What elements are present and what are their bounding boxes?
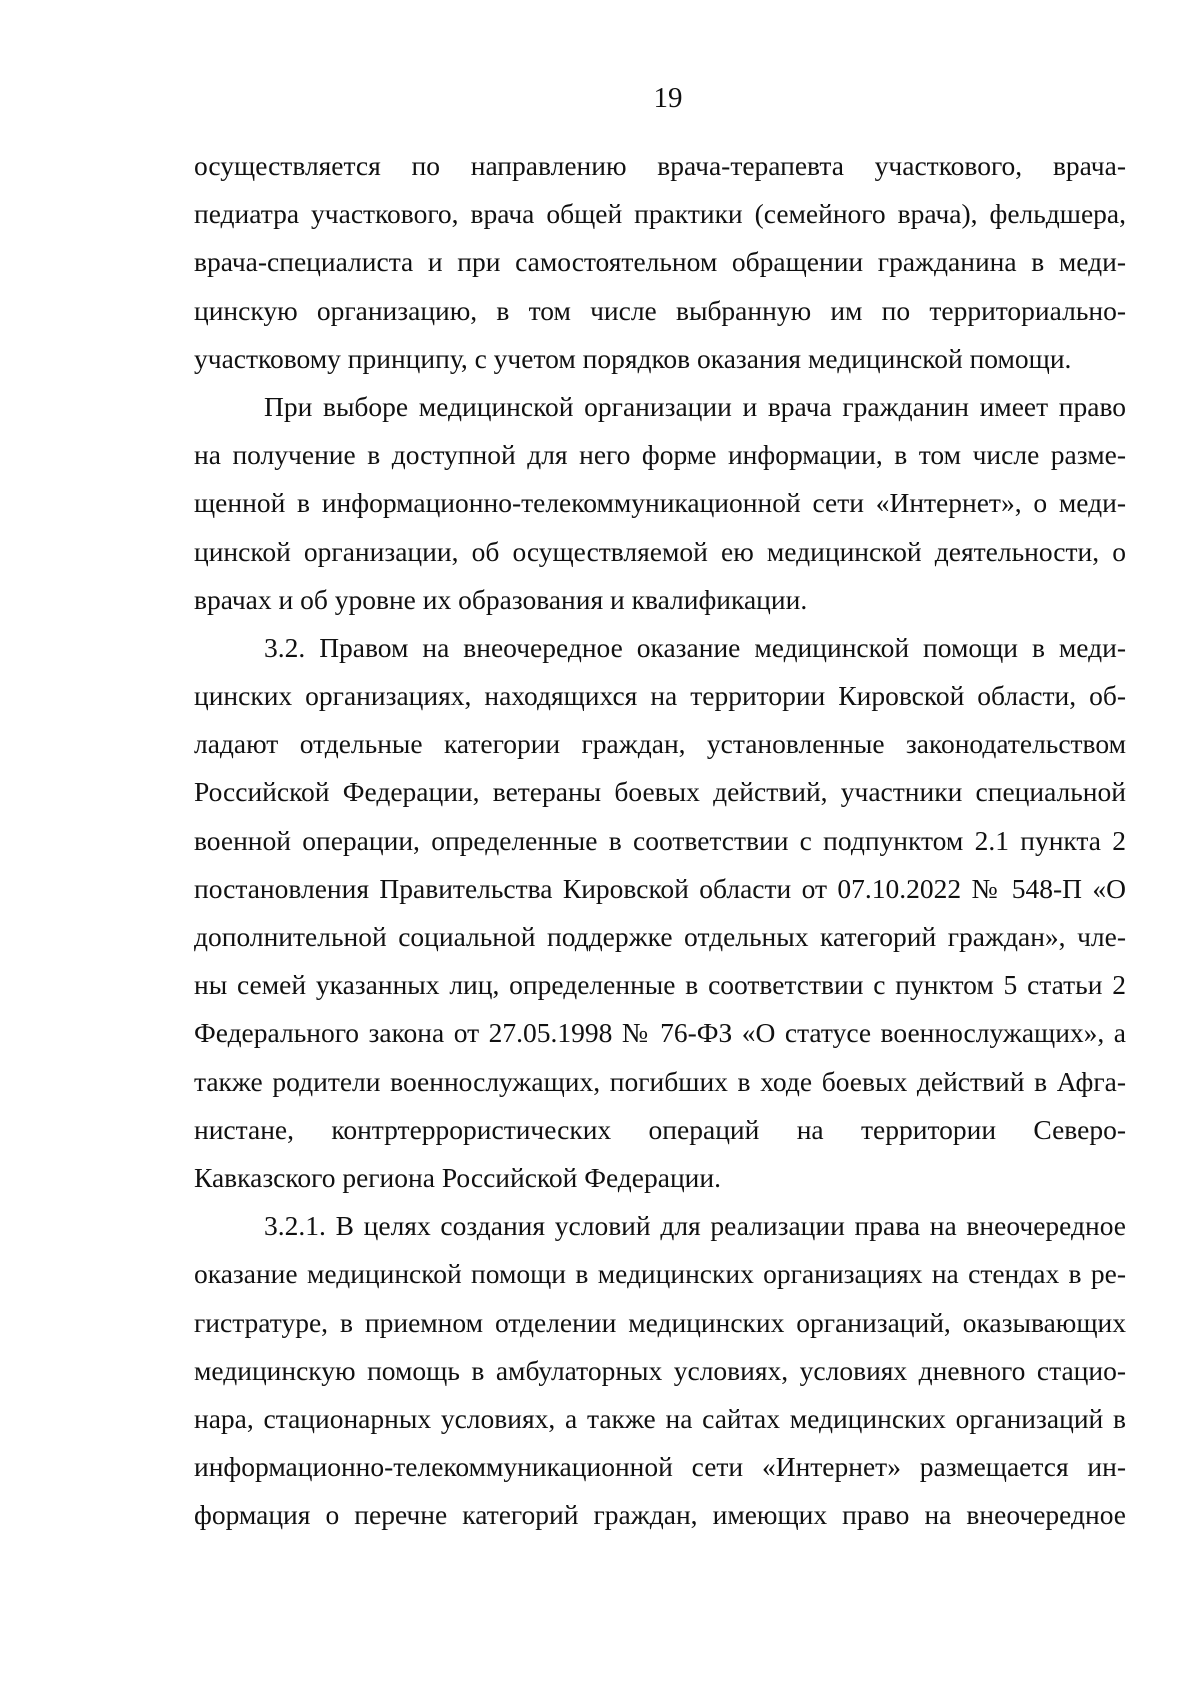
text-line: цинской организации, об осуществляемой ею медицинской деятельности, о bbox=[194, 535, 1126, 567]
text-line: При выборе медицинской организации и врача гражданин имеет право bbox=[264, 390, 1126, 422]
text-line: ны семей указанных лиц, определенные в соответствии с пунктом 5 статьи 2 bbox=[194, 969, 1126, 1001]
text-line: цинскую организацию, в том числе выбранную им по территориально- bbox=[194, 294, 1126, 326]
text-line: осуществляется по направлению врача-терапевта участкового, врача- bbox=[194, 150, 1126, 181]
text-line: Российской Федерации, ветераны боевых действий, участники специальной bbox=[194, 776, 1126, 808]
text-line: гистратуре, в приемном отделении медицинских организаций, оказывающих bbox=[194, 1306, 1126, 1338]
text-line: врачах и об уровне их образования и квалификации. bbox=[194, 583, 808, 615]
text-line: медицинскую помощь в амбулаторных условиях, условиях дневного стацио- bbox=[194, 1354, 1126, 1386]
text-line: Федерального закона от 27.05.1998 № 76-ФЗ «О статусе военнослужащих», а bbox=[194, 1017, 1126, 1049]
text-line: также родители военнослужащих, погибших в ходе боевых действий в Афга- bbox=[194, 1065, 1126, 1097]
text-line: формация о перечне категорий граждан, имеющих право на внеочередное bbox=[194, 1499, 1126, 1531]
document-body bbox=[194, 142, 1126, 1539]
text-line: нара, стационарных условиях, а также на сайтах медицинских организаций в bbox=[194, 1402, 1126, 1434]
page-number: 19 bbox=[653, 82, 683, 114]
text-line: оказание медицинской помощи в медицинских организациях на стендах в ре- bbox=[194, 1258, 1126, 1290]
text-line: 3.2.1. В целях создания условий для реализации права на внеочередное bbox=[264, 1210, 1126, 1242]
text-line: Кавказского региона Российской Федерации. bbox=[194, 1161, 721, 1193]
text-line: врача-специалиста и при самостоятельном обращении гражданина в меди- bbox=[194, 246, 1126, 278]
text-line: 3.2. Правом на внеочередное оказание медицинской помощи в меди- bbox=[264, 631, 1126, 663]
text-line: постановления Правительства Кировской области от 07.10.2022 № 548-П «О bbox=[194, 872, 1126, 904]
text-line: дополнительной социальной поддержке отдельных категорий граждан», чле- bbox=[194, 921, 1126, 952]
text-line: военной операции, определенные в соответствии с подпунктом 2.1 пункта 2 bbox=[194, 824, 1126, 856]
text-line: педиатра участкового, врача общей практики (семейного врача), фельдшера, bbox=[194, 198, 1126, 230]
text-line: участковому принципу, с учетом порядков оказания медицинской помощи. bbox=[194, 342, 1072, 374]
text-line: на получение в доступной для него форме информации, в том числе разме- bbox=[194, 439, 1126, 471]
text-line: щенной в информационно-телекоммуникационной сети «Интернет», о меди- bbox=[194, 487, 1126, 519]
text-line: цинских организациях, находящихся на территории Кировской области, об- bbox=[194, 680, 1126, 712]
text-line: ладают отдельные категории граждан, установленные законодательством bbox=[194, 728, 1126, 760]
text-line: информационно-телекоммуникационной сети «Интернет» размещается ин- bbox=[194, 1451, 1126, 1483]
text-line: нистане, контртеррористических операций на территории Северо- bbox=[194, 1113, 1126, 1145]
